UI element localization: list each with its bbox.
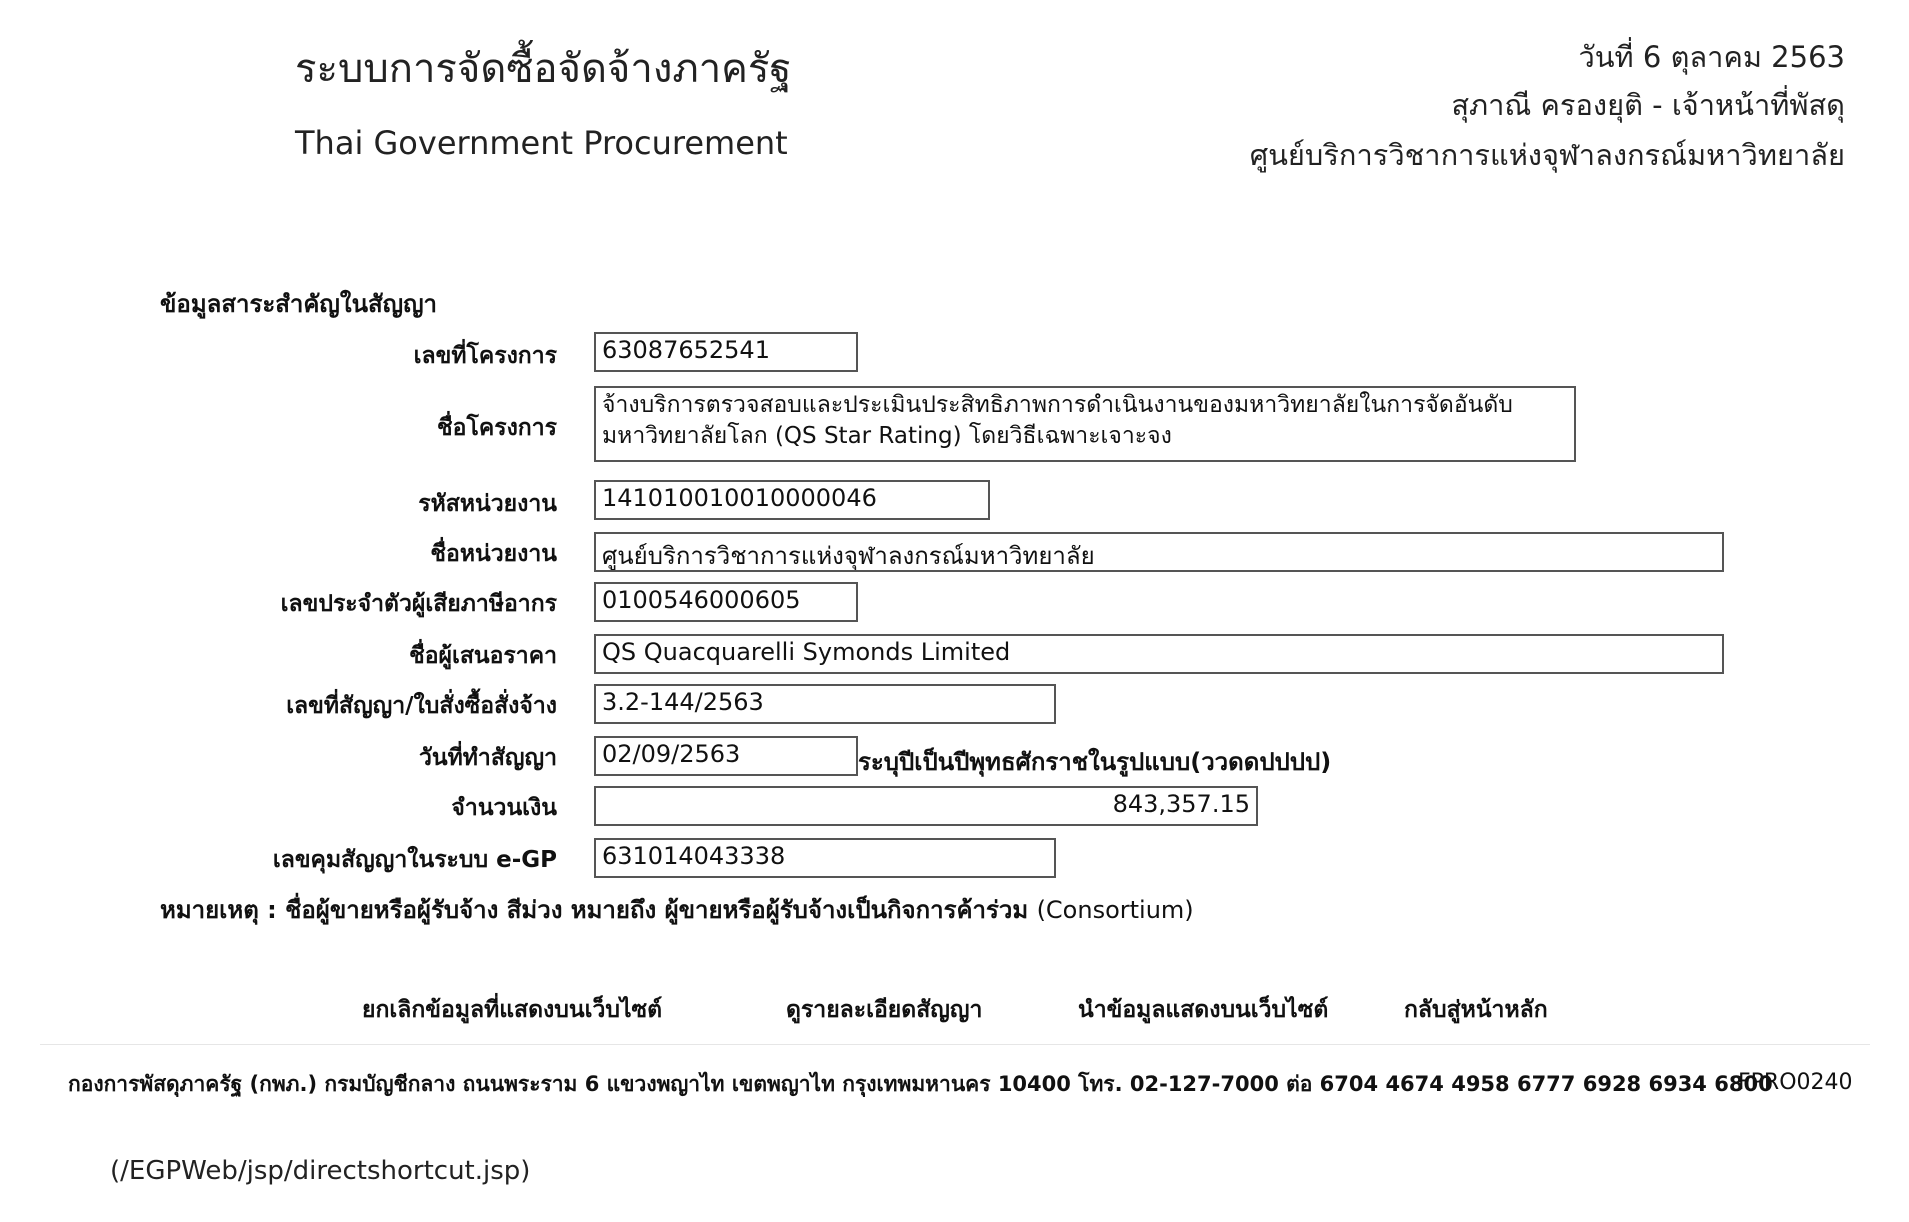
unit-name-label: ชื่อหน่วยงาน: [430, 541, 557, 567]
contract-date-field[interactable]: 02/09/2563: [594, 736, 858, 776]
contract-date-hint: ระบุปีเป็นปีพุทธศักราชในรูปแบบ(ววดดปปปป): [858, 748, 1332, 776]
unit-name-field[interactable]: ศูนย์บริการวิชาการแห่งจุฬาลงกรณ์มหาวิทยาลัย: [594, 532, 1724, 572]
page-url: (/EGPWeb/jsp/directshortcut.jsp): [110, 1156, 531, 1186]
contract-no-label: เลขที่สัญญา/ใบสั่งซื้อสั่งจ้าง: [286, 693, 557, 719]
tax-id-label: เลขประจำตัวผู้เสียภาษีอากร: [280, 591, 557, 617]
amount-field[interactable]: 843,357.15: [594, 786, 1258, 826]
bidder-name-label: ชื่อผู้เสนอราคา: [409, 643, 557, 669]
note-highlight: สีม่วง: [506, 896, 563, 924]
egp-control-no-label: เลขคุมสัญญาในระบบ e-GP: [272, 847, 557, 873]
cancel-web-display-link[interactable]: ยกเลิกข้อมูลที่แสดงบนเว็บไซต์: [362, 997, 663, 1023]
footer-address: กองการพัสดุภาครัฐ (กพภ.) กรมบัญชีกลาง ถนนพระราม 6 แขวงพญาไท เขตพญาไท กรุงเทพมหานคร 10400 โทร. 02-127-7000 ต่อ 6704 4674 4958 6777 6928 6934 6800: [68, 1072, 1773, 1096]
project-name-label: ชื่อโครงการ: [437, 415, 557, 441]
back-to-home-link[interactable]: กลับสู่หน้าหลัก: [1404, 997, 1548, 1023]
view-contract-detail-link[interactable]: ดูรายละเอียดสัญญา: [786, 997, 983, 1023]
note-prefix: หมายเหตุ : ชื่อผู้ขายหรือผู้รับจ้าง: [160, 896, 499, 924]
footer-page-code: FPRO0240: [1738, 1070, 1853, 1095]
project-no-label: เลขที่โครงการ: [413, 343, 557, 369]
project-no-field[interactable]: 63087652541: [594, 332, 858, 372]
unit-code-field[interactable]: 141010010010000046: [594, 480, 990, 520]
system-title-th: ระบบการจัดซื้อจัดจ้างภาครัฐ: [295, 46, 792, 92]
contract-date-label: วันที่ทำสัญญา: [418, 745, 557, 771]
footer-divider: [40, 1044, 1870, 1045]
project-name-field[interactable]: จ้างบริการตรวจสอบและประเมินประสิทธิภาพการดำเนินงานของมหาวิทยาลัยในการจัดอันดับมหาวิทยาลัยโลก (QS Star Rating) โดยวิธีเฉพาะเจาะจง: [594, 386, 1576, 462]
note-consortium: (Consortium): [1036, 896, 1194, 924]
unit-code-label: รหัสหน่วยงาน: [418, 491, 557, 517]
consortium-note: [160, 890, 1194, 929]
header-date: วันที่ 6 ตุลาคม 2563: [1578, 40, 1845, 74]
header-organization: ศูนย์บริการวิชาการแห่งจุฬาลงกรณ์มหาวิทยาลัย: [1249, 138, 1845, 172]
egp-control-no-field[interactable]: 631014043338: [594, 838, 1056, 878]
contract-no-field[interactable]: 3.2-144/2563: [594, 684, 1056, 724]
tax-id-field[interactable]: 0100546000605: [594, 582, 858, 622]
section-title: ข้อมูลสาระสำคัญในสัญญา: [160, 290, 438, 318]
note-suffix: หมายถึง ผู้ขายหรือผู้รับจ้างเป็นกิจการค้าร่วม: [570, 896, 1029, 924]
publish-to-web-link[interactable]: นำข้อมูลแสดงบนเว็บไซต์: [1078, 997, 1329, 1023]
system-title-en: Thai Government Procurement: [295, 124, 788, 162]
bidder-name-field[interactable]: QS Quacquarelli Symonds Limited: [594, 634, 1724, 674]
amount-label: จำนวนเงิน: [451, 795, 557, 821]
header-user: สุภาณี ครองยุติ - เจ้าหน้าที่พัสดุ: [1451, 88, 1845, 122]
